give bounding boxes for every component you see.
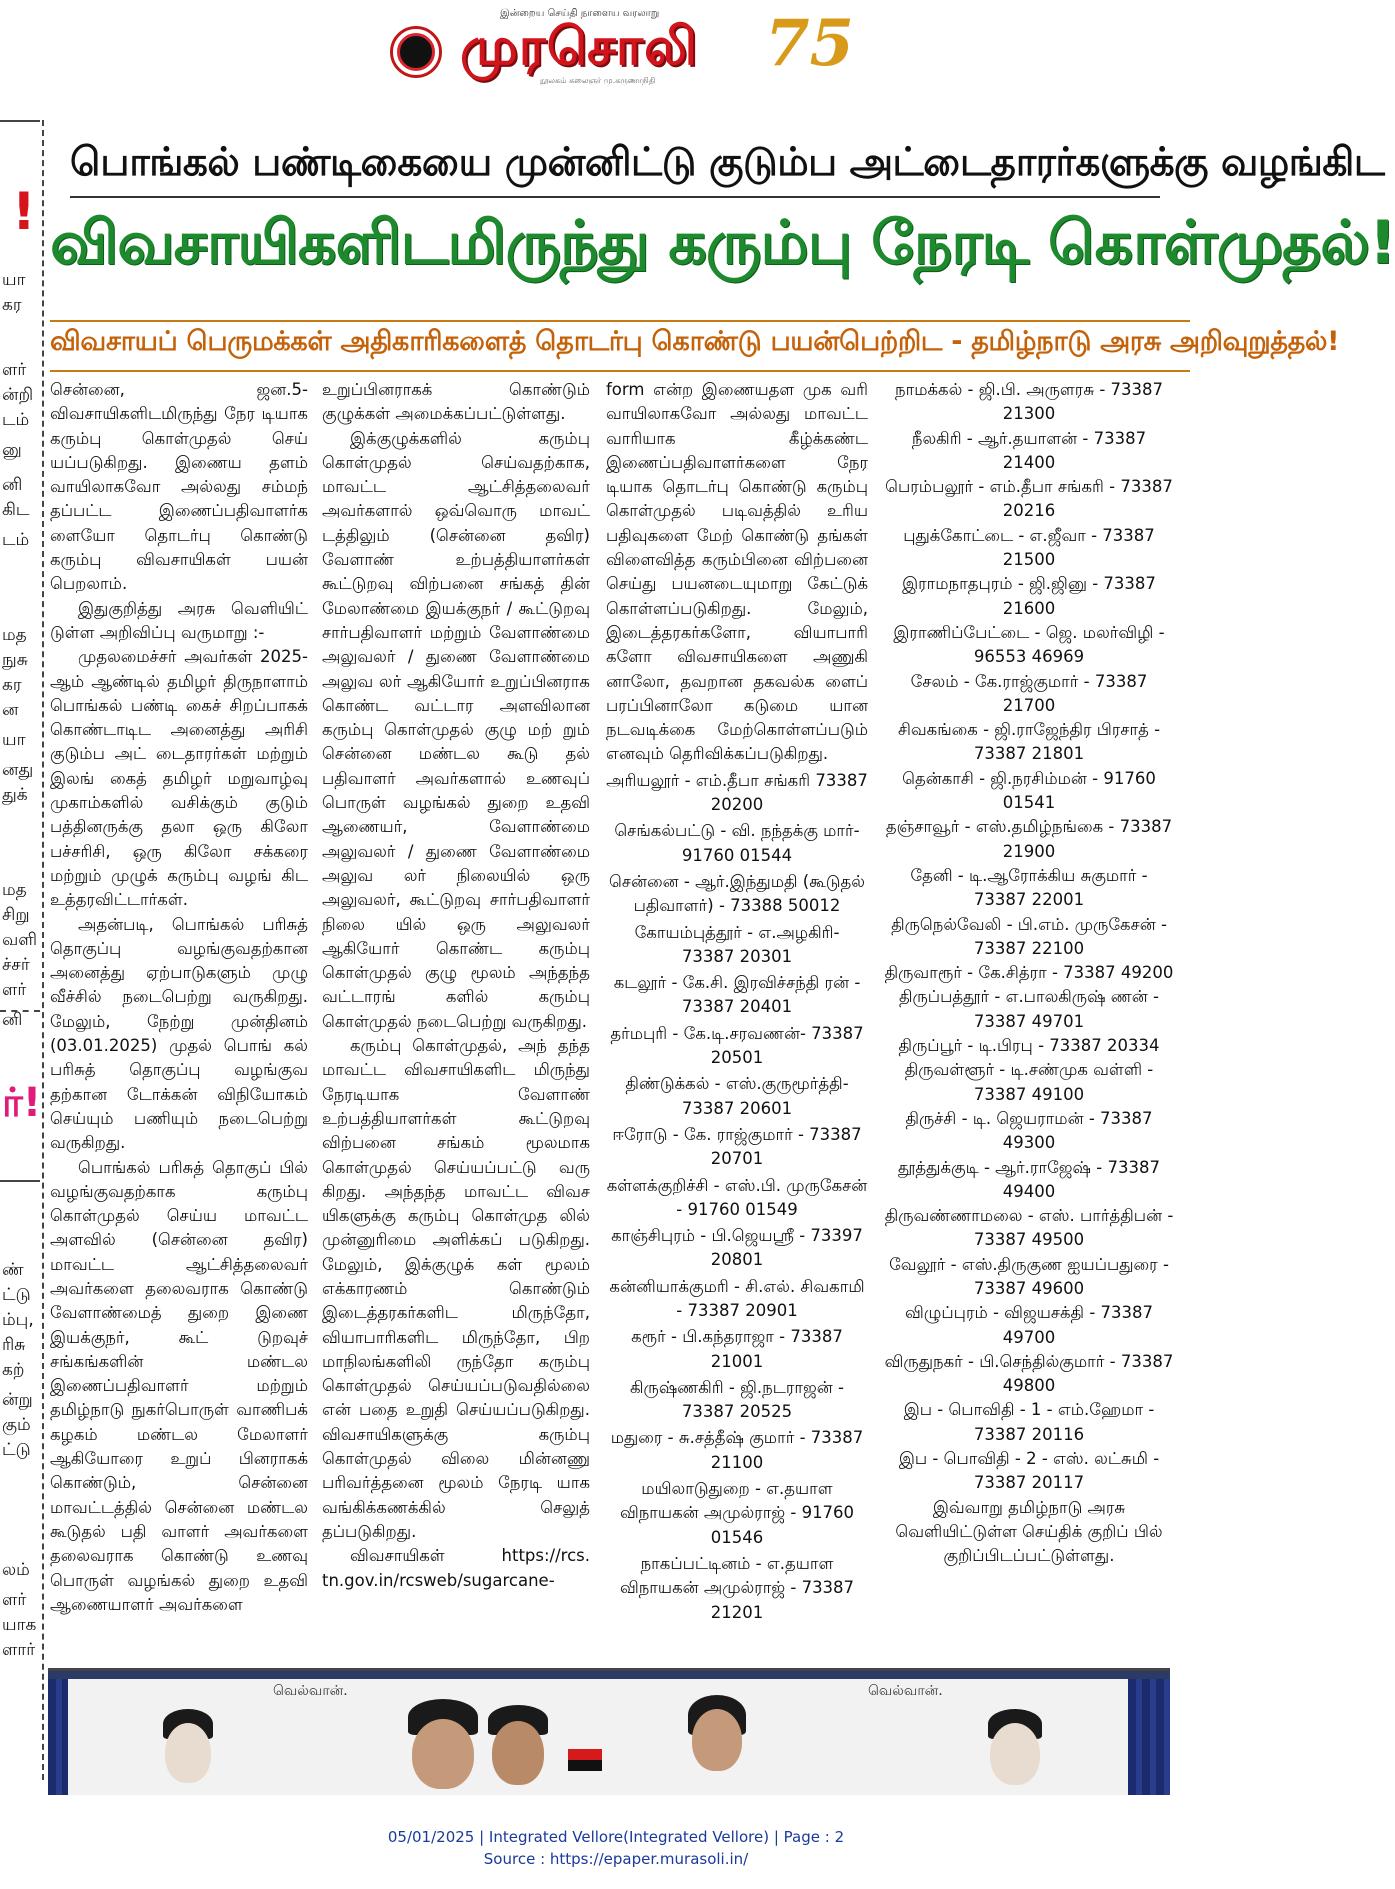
district-contact-entry: பெரம்பலூர் - எம்.தீபா சங்கரி - 73387 20216 <box>885 477 1173 521</box>
article-headline[interactable]: விவசாயிகளிடமிருந்து கரும்பு நேரடி கொள்முதல்! <box>50 208 1395 278</box>
masthead <box>380 8 860 88</box>
left-column-fragment: னி <box>2 1010 23 1030</box>
left-column-fragment: துக் <box>2 785 28 805</box>
district-contact-entry: திருநெல்வேலி - பி.எம். முருகேசன் - 73387 22100 <box>891 914 1167 958</box>
left-column-fragment: ட்டு <box>2 1440 31 1460</box>
district-contact-entry: கடலூர் - கே.சி. இரவிச்சந்தி ரன் - 73387 20401 <box>613 973 861 1017</box>
exclamation-glyph: ! <box>12 182 36 242</box>
article-column-4 <box>884 378 1174 1569</box>
paragraph: சென்னை, ஜன.5- விவசாயிகளிடமிருந்து நேர டியாக கரும்பு கொள்முதல் செய் யப்படுகிறது. இணைய தளம் வாயிலாகவோ அல்லது சம்மந் தப்பட்ட இணைப்பதிவாளர்க ளையோ தொடர்பு கொண்டு கரும்பு விவசாயிகள் பயன் பெறலாம். <box>50 380 308 594</box>
district-contact-entry: திருப்பூர் - டி.பிரபு - 73387 20334 <box>898 1036 1160 1056</box>
district-contact-entry: இப - பொவிதி - 2 - எஸ். லட்சுமி - 73387 20117 <box>898 1449 1160 1493</box>
left-column-fragment: ட்டு <box>2 1285 31 1305</box>
left-column-fragment: ன்றி <box>2 385 34 405</box>
district-contact-entry: திருவண்ணாமலை - எஸ். பார்த்திபன் - 73387 49500 <box>884 1206 1174 1250</box>
party-seal-icon <box>390 26 442 78</box>
district-contact-entry: நாகப்பட்டினம் - எ.தயாள விநாயகன் அமுல்ராஜ் - 73387 21201 <box>619 1553 855 1622</box>
district-contact-entry: கரூர் - பி.கந்தராஜா - 73387 21001 <box>631 1327 843 1371</box>
advertisement-photo-strip <box>48 1668 1170 1792</box>
left-column-fragment: ம்பு, <box>2 1310 34 1330</box>
left-column-fragment: டம் <box>2 530 30 550</box>
district-contact-entry: நாமக்கல் - ஜி.பி. அருளரசு - 73387 21300 <box>894 380 1164 424</box>
left-column-fragment: யா <box>2 270 26 290</box>
district-contact-entry: இப - பொவிதி - 1 - எம்.ஹேமா - 73387 20116 <box>903 1400 1155 1444</box>
paragraph: கரும்பு கொள்முதல், அந் தந்த மாவட்ட விவசாயிகளிட மிருந்து நேரடியாக வேளாண் உற்பத்தியாளர்கள் கூட்டுறவு விற்பனை சங்கம் மூலமாக கொள்முதல் செய்யப்பட்டு வரு கிறது. அந்தந்த மாவட்ட விவச யிகளுக்கு கரும்பு கொள்முத லில் முன்னுரிமை அளிக்கப் படுகிறது. மேலும், இக்குழுக் கள் மூலம் எக்காரணம் கொண்டும் இடைத்தரகர்களிட மிருந்தோ, வியாபாரிகளிட மிருந்தோ, பிற மாநிலங்களிலி ருந்தோ கரும்பு கொள்முதல் செய்யப்படுவதில்லை என் பதை உறுதி செய்யப்படுகிறது. விவசாயிகளுக்கு கரும்பு கொள்முதல் விலை மின்னணு பரிவர்த்தனை மூலம் நேரடி யாக வங்கிக்கணக்கில் செலுத் தப்படுகிறது. <box>322 1036 590 1541</box>
footer-edition-line: 05/01/2025 | Integrated Vellore(Integrated Vellore) | Page : 2 <box>387 1828 845 1846</box>
district-contact-entry: திண்டுக்கல் - எஸ்.குருமூர்த்தி- 73387 20601 <box>625 1074 849 1118</box>
district-contact-entry: ஈரோடு - கே. ராஜ்குமார் - 73387 20701 <box>612 1124 862 1169</box>
district-contact-entry: கள்ளக்குறிச்சி - எஸ்.பி. முருகேசன் - 91760 01549 <box>606 1175 868 1219</box>
left-column-fragment: ண் <box>2 1260 24 1280</box>
left-adjacent-column <box>0 120 40 1780</box>
district-contact-entry: செங்கல்பட்டு - வி. நந்தக்கு மார்- 91760 01544 <box>614 821 860 865</box>
pink-headline-fragment: ர்! <box>2 1080 42 1126</box>
left-column-fragment: மத <box>2 625 27 645</box>
paragraph: இக்குழுக்களில் கரும்பு கொள்முதல் செய்வதற்காக, மாவட்ட ஆட்சித்தலைவர் அவர்களால் ஒவ்வொரு மாவட் டத்திலும் (சென்னை தவிர) வேளாண் உற்பத்தியாளர்கள் கூட்டுறவு விற்பனை சங்கத் தின் மேலாண்மை இயக்குநர் / கூட்டுறவு சார்பதிவாளர் மற்றும் வேளாண்மை அலுவலர் / துணை வேளாண்மை அலுவ லர் ஆகியோர் உறுப்பினராக கொண்ட வட்டார அளவிலான கரும்பு கொள்முதல் குழு மற் றும் சென்னை மண்டல கூடு தல் பதிவாளர் அவர்களால் உணவுப் பொருள் வழங்கல் துறை உதவி ஆணையர், வேளாண்மை அலுவலர் / துணை வேளாண்மை அலுவ லர் நிலையில் ஒரு அலுவலர், கூட்டுறவு சார்பதிவாளர் நிலை யில் ஒரு அலுவலர் ஆகியோர் கொண்ட கரும்பு கொள்முதல் குழு மூலம் அந்தந்த வட்டாரங் களில் கரும்பு கொள்முதல் நடைபெற்று வருகிறது. <box>322 428 590 1031</box>
district-contact-entry: அரியலூர் - எம்.தீபா சங்கரி 73387 20200 <box>606 770 868 815</box>
paragraph: உறுப்பினராகக் கொண்டும் குழுக்கள் அமைக்கப்பட்டுள்ளது. <box>322 380 590 424</box>
left-column-fragment: கர <box>2 295 22 315</box>
left-column-fragment: னது <box>2 760 34 780</box>
district-contact-entry: நீலகிரி - ஆர்.தயாளன் - 73387 21400 <box>911 428 1147 472</box>
district-contact-entry: கன்னியாக்குமரி - சி.எல். சிவகாமி - 73387 20901 <box>609 1276 865 1320</box>
left-column-fragment: கும் <box>2 1415 31 1435</box>
district-contact-entry: சேலம் - கே.ராஜ்குமார் - 73387 21700 <box>910 671 1148 715</box>
left-column-fragment: ரிசு <box>2 1335 26 1355</box>
article-kicker: பொங்கல் பண்டிகையை முன்னிட்டு குடும்ப அட்டைதாரர்களுக்கு வழங்கிட <box>70 140 1385 185</box>
left-column-fragment: யாக <box>2 1615 37 1635</box>
left-column-fragment: நுசு <box>2 650 28 670</box>
district-contact-entry: திருச்சி - டி. ஜெயராமன் - 73387 49300 <box>905 1108 1153 1153</box>
party-flag-icon <box>568 1749 602 1771</box>
district-contact-entry: சென்னை - ஆர்.இந்துமதி (கூடுதல் பதிவாளர்) - 73388 50012 <box>609 871 865 916</box>
left-column-fragment: னி <box>2 475 23 495</box>
district-contact-entry: தஞ்சாவூர் - எஸ்.தமிழ்நங்கை - 73387 21900 <box>885 817 1173 861</box>
left-column-fragment: ளர் <box>2 980 27 1000</box>
paragraph-url: விவசாயிகள் https://rcs. tn.gov.in/rcsweb/sugarcane- <box>322 1546 590 1590</box>
left-column-fragment: ளர் <box>2 360 27 380</box>
district-contact-entry: தேனி - டி.ஆரோக்கிய சுகுமார் - 73387 22001 <box>910 865 1148 910</box>
left-column-fragment: மத <box>2 880 27 900</box>
district-contact-entry: மயிலாடுதுறை - எ.தயாள விநாயகன் அமுல்ராஜ் - 91760 01546 <box>619 1479 855 1547</box>
masthead-subtitle: நூலகம் கலைஞர் மு.கருணாநிதி <box>540 76 656 85</box>
district-contact-entry: திருவள்ளூர் - டி.சண்முக வள்ளி - 73387 49100 <box>904 1060 1154 1104</box>
left-column-fragment: ன்று <box>2 1390 33 1410</box>
article-column-2 <box>322 378 590 1593</box>
district-contact-list <box>606 769 868 1625</box>
district-contact-entry: காஞ்சிபுரம் - பி.ஜெயஸ்ரீ - 73397 20801 <box>611 1226 863 1270</box>
district-contact-entry: திருவாரூர் - கே.சித்ரா - 73387 49200 <box>884 963 1174 983</box>
paragraph: இதுகுறித்து அரசு வெளியிட் டுள்ள அறிவிப்பு வருமாறு :- <box>50 598 308 642</box>
left-column-fragment: கர <box>2 675 22 695</box>
footer-source-link[interactable]: Source : https://epaper.murasoli.in/ <box>483 1850 749 1868</box>
photo-panel-left <box>68 1679 628 1795</box>
district-contact-entry: இராமநாதபுரம் - ஜி.ஜினு - 73387 21600 <box>902 574 1156 618</box>
left-column-fragment: ன <box>2 700 19 720</box>
district-contact-entry: கோயம்புத்தூர் - எ.அழகிரி- 73387 20301 <box>634 922 840 966</box>
district-contact-entry: கிருஷ்ணகிரி - ஜி.நடராஜன் - 73387 20525 <box>630 1377 844 1422</box>
district-contact-entry: இராணிப்பேட்டை - ஜெ. மலர்விழி - 96553 46969 <box>893 622 1165 667</box>
left-column-fragment: டம் <box>2 410 30 430</box>
district-contact-entry: வேலூர் - எஸ்.திருகுண ஐயப்பதுரை - 73387 49600 <box>889 1254 1169 1298</box>
left-column-fragment: யா <box>2 730 26 750</box>
paragraph: அதன்படி, பொங்கல் பரிசுத் தொகுப்பு வழங்குவதற்கான அனைத்து ஏற்பாடுகளும் முழு வீச்சில் நடைபெற்று வருகிறது. மேலும், நேற்று முன்தினம் (03.01.2025) முதல் பொங் கல் பரிசுத் தொகுப்பு வழங்குவ தற்கான டோக்கன் விநியோகம் செய்யும் பணியும் நடைபெற்று வருகிறது. <box>50 914 308 1153</box>
paragraph: முதலமைச்சர் அவர்கள் 2025-ஆம் ஆண்டில் தமிழர் திருநாளாம் பொங்கல் பண்டி கைச் சிறப்பாகக் கொண்டாடிட அனைத்து அரிசி குடும்ப அட் டைதாரர்கள் மற்றும் இலங் கைத் தமிழர் மறுவாழ்வு முகாம்களில் வசிக்கும் குடும் பத்தினருக்கு தலா ஒரு கிலோ பச்சரிசி, ஒரு கிலோ சக்கரை மற்றும் முழுக் கரும்பு வழங் கிட உத்தரவிட்டார்கள். <box>50 647 308 910</box>
district-contact-entry: மதுரை - சு.சத்தீஷ் குமார் - 73387 21100 <box>610 1428 864 1472</box>
district-contact-entry: தர்மபுரி - கே.டி.சரவணன்- 73387 20501 <box>610 1023 864 1068</box>
district-contact-list <box>884 378 1174 1569</box>
column-divider-dashed <box>42 120 44 1780</box>
article-column-3 <box>606 378 868 1625</box>
photo-panel-right <box>828 1679 1128 1795</box>
left-column-fragment: ளார் <box>2 1640 36 1660</box>
left-column-fragment: ச்சர் <box>2 955 30 975</box>
district-contact-entry: விழுப்புரம் - விஜயசக்தி - 73387 49700 <box>904 1303 1154 1347</box>
kicker-rule <box>70 196 1160 198</box>
district-contact-entry: தென்காசி - ஜி.நரசிம்மன் - 91760 01541 <box>902 768 1156 813</box>
newspaper-logo-title[interactable]: முரசொலி <box>460 16 698 77</box>
district-contact-entry: புதுக்கோட்டை - எ.ஜீவா - 73387 21500 <box>903 525 1155 570</box>
left-column-fragment: கற் <box>2 1360 25 1380</box>
left-column-fragment: வளி <box>2 930 38 950</box>
photo-panel-center <box>628 1679 828 1795</box>
district-contact-entry: விருதுநகர் - பி.செந்தில்குமார் - 73387 49800 <box>884 1351 1174 1396</box>
anniversary-75-emblem: 75 <box>765 6 855 81</box>
left-column-fragment: சிறு <box>2 905 30 925</box>
district-contact-entry: சிவகங்கை - ஜி.ராஜேந்திர பிரசாத் - 73387 21801 <box>897 720 1161 764</box>
article-column-1 <box>50 378 308 1617</box>
paragraph: பொங்கல் பரிசுத் தொகுப் பில் வழங்குவதற்காக கரும்பு கொள்முதல் செய்ய மாவட்ட அளவில் (சென்னை தவிர) மாவட்ட ஆட்சித்தலைவர் அவர்களை தலைவராக கொண்டு வேளாண்மைத் துறை இணை இயக்குநர், கூட் டுறவுச் சங்கங்களின் மண்டல இணைப்பதிவாளர் மற்றும் தமிழ்நாடு நுகர்பொருள் வாணிபக் கழகம் மண்டல மேலாளர் ஆகியோரை உறுப் பினராகக் கொண்டும், சென்னை மாவட்டத்தில் சென்னை மண்டல கூடுதல் பதி வாளர் அவர்களை தலைவராக கொண்டு உணவு பொருள் வழங்கல் துறை உதவி ஆணையாளர் அவர்களை <box>50 1157 308 1614</box>
article-subhead: விவசாயப் பெருமக்கள் அதிகாரிகளைத் தொடர்பு கொண்டு பயன்பெற்றிட - தமிழ்நாடு அரசு அறிவுறுத்தல்! <box>50 326 1340 357</box>
photo-caption: வெல்வான். <box>273 1683 348 1699</box>
left-column-fragment: லம் <box>2 1560 30 1580</box>
district-contact-entry: இவ்வாறு தமிழ்நாடு அரசு வெளியிட்டுள்ள செய்திக் குறிப் பில் குறிப்பிடப்பட்டுள்ளது. <box>895 1497 1163 1566</box>
district-contact-entry: திருப்பத்தூர் - எ.பாலகிருஷ் ணன் - 73387 49701 <box>899 987 1159 1031</box>
masthead-tagline: இன்றைய செய்தி நாளைய வரலாறு <box>500 8 660 19</box>
paragraph: form என்ற இணையதள முக வரி வாயிலாகவோ அல்லது மாவட்ட வாரியாக கீழ்க்கண்ட இணைப்பதிவாளர்களை நேர டியாக தொடர்பு கொண்டு கரும்பு கொள்முதல் படிவத்தில் உரிய பதிவுகளை மேற் கொண்டு தங்கள் விளைவித்த கரும்பினை விற்பனை செய்து பயனடையுமாறு கேட்டுக் கொள்ளப்படுகிறது. மேலும், இடைத்தரகர்களோ, வியாபாரி களோ விவசாயிகளை அணுகி னாலோ, தவறான தகவல்க ளைப் பரப்பினாலோ கடுமை யான நடவடிக்கை மேற்கொள்ளப்படும் எனவும் தெரிவிக்கப்படுகிறது. <box>606 380 868 764</box>
photo-caption: வெல்வான். <box>868 1683 943 1699</box>
district-contact-entry: தூத்துக்குடி - ஆர்.ராஜேஷ் - 73387 49400 <box>898 1157 1160 1201</box>
left-column-fragment: னு <box>2 440 22 460</box>
left-column-fragment: கிட <box>2 500 30 520</box>
left-column-fragment: ளர் <box>2 1590 27 1610</box>
